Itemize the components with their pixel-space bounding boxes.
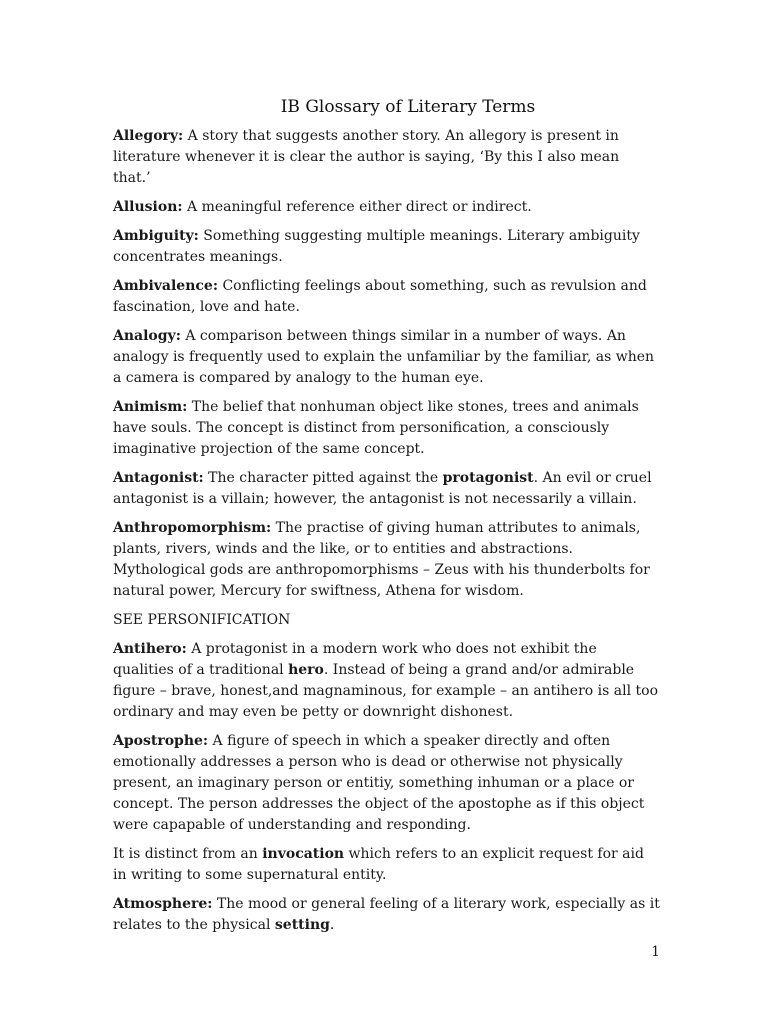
glossary-definition-cont: . An evil or cruel antagonist is a villain; however, the antagonist is not necessarily a villain. — [113, 470, 652, 507]
glossary-entry-ambivalence — [113, 276, 660, 318]
glossary-entry-allegory — [113, 126, 660, 189]
glossary-term: Animism: — [113, 399, 188, 415]
glossary-term: Allegory: — [113, 128, 184, 144]
glossary-term: Anthropomorphism: — [113, 520, 272, 536]
glossary-definition-cont: . — [329, 917, 335, 933]
glossary-term: Atmosphere: — [113, 896, 213, 912]
note-text: It is distinct from an — [113, 846, 263, 862]
glossary-definition: Something suggesting multiple meanings. Literary ambiguity concentrates meanings. — [113, 228, 640, 265]
glossary-definition: Conflicting feelings about something, such as revulsion and fascination, love and hate. — [113, 278, 647, 315]
see-also-text: SEE PERSONIFICATION — [113, 612, 291, 628]
glossary-definition: The mood or general feeling of a literary work, especially as it relates to the physical — [113, 896, 660, 933]
glossary-definition: A meaningful reference either direct or indirect. — [182, 199, 532, 215]
cross-reference: setting — [274, 917, 330, 933]
glossary-definition: A comparison between things similar in a number of ways. An analogy is frequently used to explain the unfamiliar by the familiar, as when a camera is compared by analogy to the human eye. — [113, 328, 655, 386]
glossary-definition: The belief that nonhuman object like stones, trees and animals have souls. The concept is distinct from personification, a consciously imaginative projection of the same concept. — [113, 399, 639, 457]
glossary-entry-apostrophe — [113, 731, 660, 836]
glossary-entry-analogy — [113, 326, 660, 389]
glossary-term: Antihero: — [113, 641, 187, 657]
glossary-entry-atmosphere — [113, 894, 660, 936]
cross-reference: hero — [288, 662, 324, 678]
glossary-term: Analogy: — [113, 328, 181, 344]
page-number: 1 — [651, 944, 660, 960]
page-title: IB Glossary of Literary Terms — [280, 97, 536, 117]
glossary-term: Apostrophe: — [113, 733, 209, 749]
glossary-definition: The character pitted against the — [203, 470, 443, 486]
glossary-entry-antagonist — [113, 468, 660, 510]
glossary-term: Allusion: — [113, 199, 183, 215]
glossary-definition: A story that suggests another story. An allegory is present in literature whenever it is clear the author is saying, ‘By this I also mean that.’ — [113, 128, 620, 186]
glossary-term: Ambivalence: — [113, 278, 218, 294]
glossary-body — [113, 126, 660, 944]
apostrophe-note — [113, 844, 660, 886]
glossary-entry-antihero — [113, 639, 660, 723]
glossary-entry-anthropomorphism — [113, 518, 660, 602]
glossary-definition: A protagonist in a modern work who does not exhibit the qualities of a traditional — [113, 641, 597, 678]
glossary-entry-animism — [113, 397, 660, 460]
glossary-term: Antagonist: — [113, 470, 204, 486]
see-also-note — [113, 610, 660, 631]
cross-reference: protagonist — [442, 470, 534, 486]
glossary-definition: The practise of giving human attributes to animals, plants, rivers, winds and the like, or to entities and abstractions. Mythological gods are anthropomorphisms – Zeus with his thunderbolts for natural power, Mercury for swiftness, Athena for wisdom. — [113, 520, 650, 599]
cross-reference: invocation — [262, 846, 345, 862]
note-text-cont: which refers to an explicit request for aid in writing to some supernatural entity. — [113, 846, 644, 883]
glossary-definition: A figure of speech in which a speaker directly and often emotionally addresses a person who is dead or otherwise not physically present, an imaginary person or entitiy, something inhuman or a place or concept. The person addresses the object of the apostophe as if this object were capapable of understanding and responding. — [113, 733, 645, 833]
glossary-entry-allusion — [113, 197, 660, 218]
glossary-entry-ambiguity — [113, 226, 660, 268]
glossary-term: Ambiguity: — [113, 228, 199, 244]
glossary-definition-cont: . Instead of being a grand and/or admirable figure – brave, honest,and magnaminous, for example – an antihero is all too ordinary and may even be petty or downright dishonest. — [113, 662, 659, 720]
